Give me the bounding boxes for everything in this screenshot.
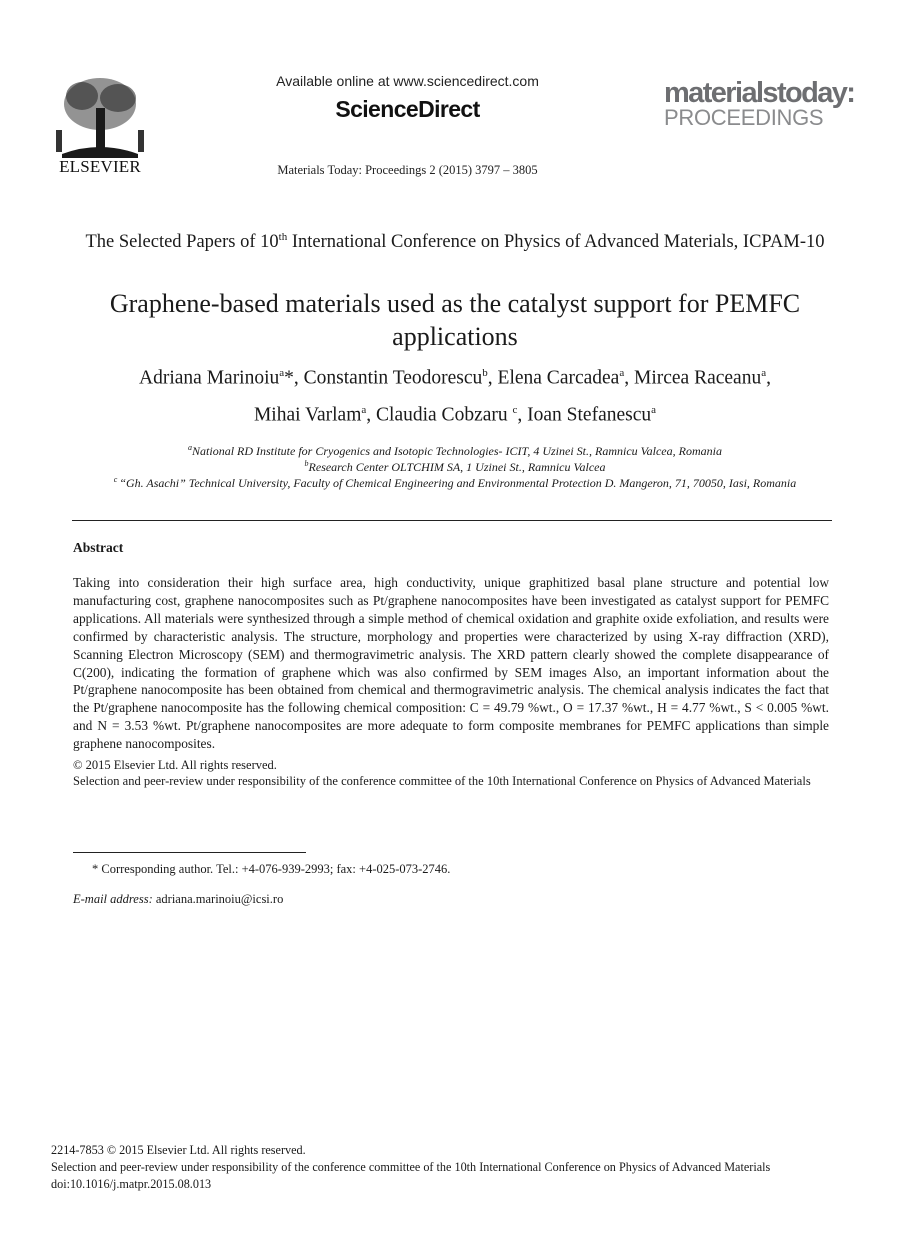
copyright-notice: © 2015 Elsevier Ltd. All rights reserved. <box>73 758 277 772</box>
header-divider <box>72 520 832 521</box>
affiliation-sup: b <box>304 459 309 468</box>
affiliation-c <box>40 475 870 491</box>
affiliation-b <box>40 459 870 475</box>
author-name: Constantin Teodorescu <box>303 367 483 389</box>
author-affiliation-sup: a <box>761 367 767 379</box>
corresponding-mark: * <box>284 367 294 389</box>
peer-review-notice: Selection and peer-review under responsibility of the conference committee of the 10th International Conference on Physics of Advanced Materials <box>73 774 811 788</box>
issn-copyright: 2214-7853 © 2015 Elsevier Ltd. All rights reserved. <box>51 1143 306 1157</box>
author-affiliation-sup: a <box>619 367 625 379</box>
author-name: Elena Carcadea <box>497 367 620 389</box>
author-name: Ioan Stefanescu <box>527 404 652 426</box>
affiliation-sup: a <box>188 443 193 452</box>
author-name: Adriana Marinoiu <box>139 367 280 389</box>
doi-link[interactable]: doi:10.1016/j.matpr.2015.08.013 <box>51 1177 212 1191</box>
affiliation-text: National RD Institute for Cryogenics and Isotopic Technologies- ICIT, 4 Uzinei St., Ramnicu Valcea, Romania <box>192 444 722 458</box>
publisher-name: ELSEVIER <box>59 157 141 176</box>
materials-today-logo <box>664 78 864 129</box>
footnote-divider <box>73 852 306 853</box>
bottom-peer-review: Selection and peer-review under responsibility of the conference committee of the 10th International Conference on Physics of Advanced Materials <box>51 1160 771 1174</box>
affiliation-sup: c <box>113 475 120 484</box>
available-online-text[interactable]: Available online at www.sciencedirect.com <box>276 73 539 89</box>
affiliation-text: “Gh. Asachi” Technical University, Faculty of Chemical Engineering and Environmental Protection D. Mangeron, 71, 70050, Iasi, Romania <box>119 476 797 490</box>
conference-name-suffix: International Conference on Physics of Advanced Materials, ICPAM-10 <box>287 232 825 253</box>
affiliation-text: Research Center OLTCHIM SA, 1 Uzinei St., Ramnicu Valcea <box>308 460 606 474</box>
author-name: Mircea Raceanu <box>633 367 762 389</box>
conference-name <box>60 227 850 253</box>
materials-today-logo-line2: PROCEEDINGS <box>664 105 824 130</box>
author-affiliation-sup: a <box>279 367 285 379</box>
author-name: Mihai Varlam <box>253 404 362 426</box>
author-affiliation-sup: b <box>482 367 488 379</box>
author-affiliation-sup: a <box>651 404 657 416</box>
sciencedirect-logo[interactable]: ScienceDirect <box>335 96 480 122</box>
author-list-line2: Mihai Varlam$^a$, Claudia Cobzaru $^c$, Ioan Stefanescu$^a$ <box>253 404 657 426</box>
author-list-line1: Adriana Marinoiu$^a$*, Constantin Teodorescu$^b$, Elena Carcadea$^a$, Mircea Raceanu$^a$, <box>139 367 771 389</box>
email-footnote <box>73 892 283 907</box>
paper-title: Graphene-based materials used as the catalyst support for PEMFC applications <box>109 289 801 351</box>
author-name: Claudia Cobzaru <box>376 404 513 426</box>
email-label: E-mail address: <box>73 892 153 906</box>
email-link[interactable]: adriana.marinoiu@icsi.ro <box>152 892 284 906</box>
conference-ordinal-sup: th <box>278 231 288 243</box>
conference-name-prefix: The Selected Papers of 10 <box>85 232 279 253</box>
journal-reference: Materials Today: Proceedings 2 (2015) 3797 – 3805 <box>277 163 538 177</box>
materials-today-logo-line1: materialstoday: <box>664 77 855 109</box>
author-affiliation-sup: a <box>361 404 367 416</box>
abstract-heading: Abstract <box>73 540 124 555</box>
affiliation-a <box>40 443 870 459</box>
abstract-body: Taking into consideration their high surface area, high conductivity, unique graphitized basal plane structure and potential low manufacturing cost, graphene nanocomposites such as Pt/graphene nanocomposites have been investigated as catalyst support for PEMFC applications. All materials were synthesized through a simple method of chemical oxidation and graphite oxide exfoliation, and results were confirmed by characteristic analysis. The structure, morphology and properties were characterized by using X-ray diffraction (XRD), Scanning Electron Microscopy (SEM) and thermogravimetric analysis. The XRD pattern clearly showed the complete disappearance of C(200), indicating the formation of graphene which was also confirmed by SEM images Also, an important information about the Pt/graphene nanocomposite has been obtained from chemical and thermogravimetric analysis. The chemical analysis indicates the fact that the Pt/graphene nanocomposite has the following chemical composition: C = 49.79 %wt., O = 17.37 %wt., H = 4.77 %wt., S < 0.005 %wt. and N = 3.53 %wt. Pt/graphene nanocomposites are more adequate to form composite membranes for PEMFC applications than simple graphene nanocomposites. <box>73 575 829 752</box>
author-affiliation-sup: c <box>512 404 518 416</box>
corresponding-author-footnote: * Corresponding author. Tel.: +4-076-939-2993; fax: +4-025-073-2746. <box>92 862 451 876</box>
